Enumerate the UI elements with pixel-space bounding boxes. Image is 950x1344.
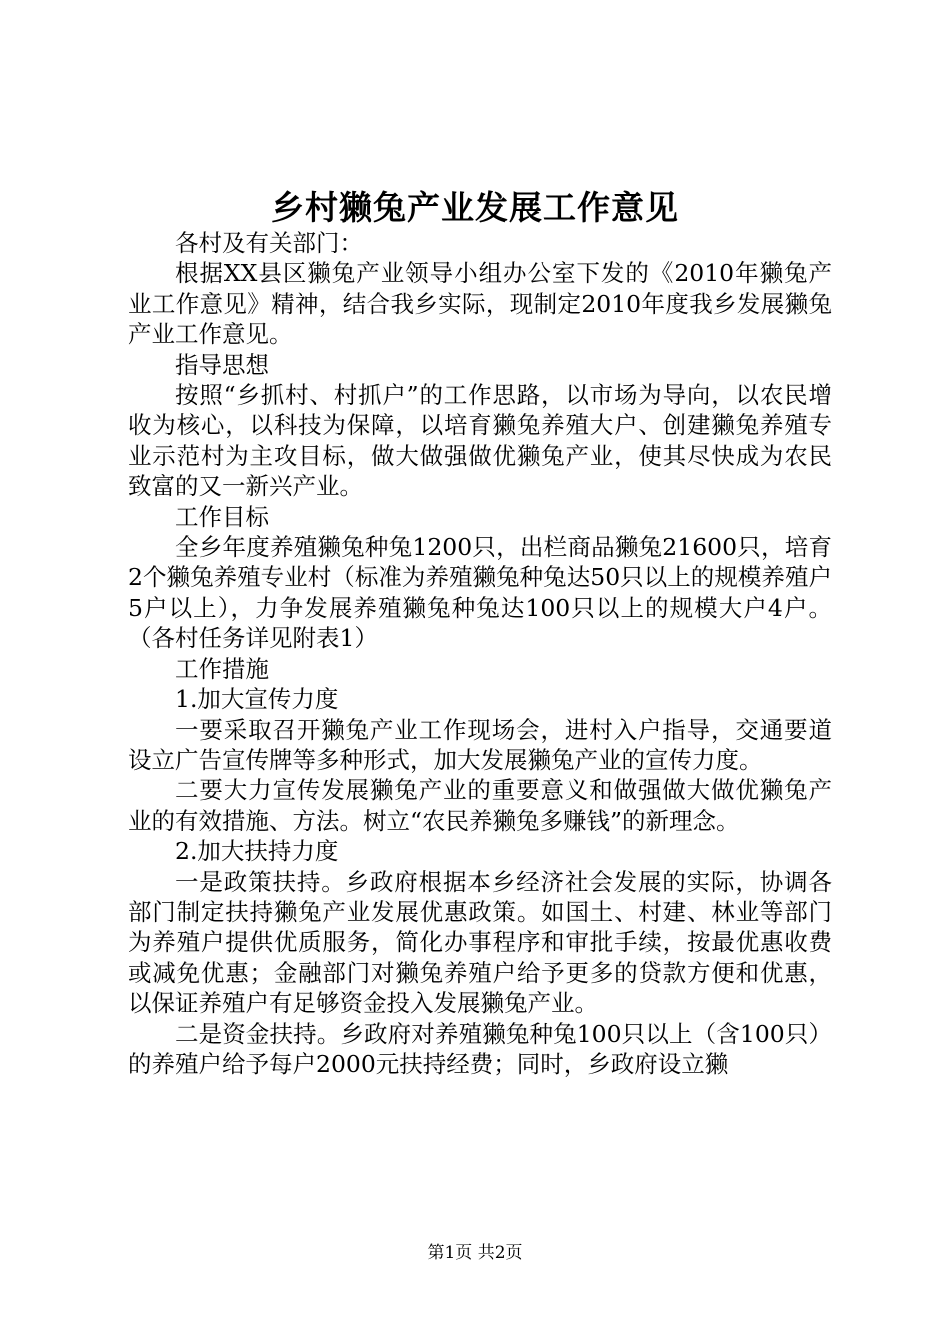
page-footer: 第1页 共2页 [427,1243,523,1263]
subsection-heading-publicity: 1.加大宣传力度 [175,685,339,714]
work-goals-paragraph: 全乡年度养殖獭兔种兔1200只，出栏商品獭兔21600只，培育2个獭兔养殖专业村（标准为养殖獭兔种兔达50只以上的规模养殖户5户以上），力争发展养殖獭兔种兔达100只以上的规模大户4户。（各村任务详见附表1） [128,533,832,653]
document-body [128,228,832,1079]
publicity-paragraph-2: 二要大力宣传发展獭兔产业的重要意义和做强做大做优獭兔产业的有效措施、方法。树立“农民养獭兔多赚钱”的新理念。 [128,776,832,835]
support-paragraph-funding: 二是资金扶持。乡政府对养殖獭兔种兔100只以上（含100只）的养殖户给予每户2000元扶持经费；同时，乡政府设立獭 [128,1019,832,1078]
document-title: 乡村獭兔产业发展工作意见 [271,188,679,227]
guiding-thought-paragraph: 按照“乡抓村、村抓户”的工作思路，以市场为导向，以农民增收为核心，以科技为保障，以培育獭兔养殖大户、创建獭兔养殖专业示范村为主攻目标，做大做强做优獭兔产业，使其尽快成为农民致富的又一新兴产业。 [128,381,832,501]
salutation: 各村及有关部门： [175,229,363,257]
section-heading-guiding-thought: 指导思想 [175,350,269,379]
section-heading-work-goals: 工作目标 [175,502,269,531]
intro-paragraph: 根据XX县区獭兔产业领导小组办公室下发的《2010年獭兔产业工作意见》精神，结合我乡实际，现制定2010年度我乡发展獭兔产业工作意见。 [128,259,832,349]
publicity-paragraph-1: 一要采取召开獭兔产业工作现场会，进村入户指导，交通要道设立广告宣传牌等多种形式，加大发展獭兔产业的宣传力度。 [128,715,832,774]
support-paragraph-policy: 一是政策扶持。乡政府根据本乡经济社会发展的实际，协调各部门制定扶持獭兔产业发展优惠政策。如国土、村建、林业等部门为养殖户提供优质服务，简化办事程序和审批手续，按最优惠收费或减免优惠；金融部门对獭兔养殖户给予更多的贷款方便和优惠，以保证养殖户有足够资金投入发展獭兔产业。 [128,867,832,1018]
section-heading-work-measures: 工作措施 [175,654,269,683]
subsection-heading-support: 2.加大扶持力度 [175,837,339,866]
